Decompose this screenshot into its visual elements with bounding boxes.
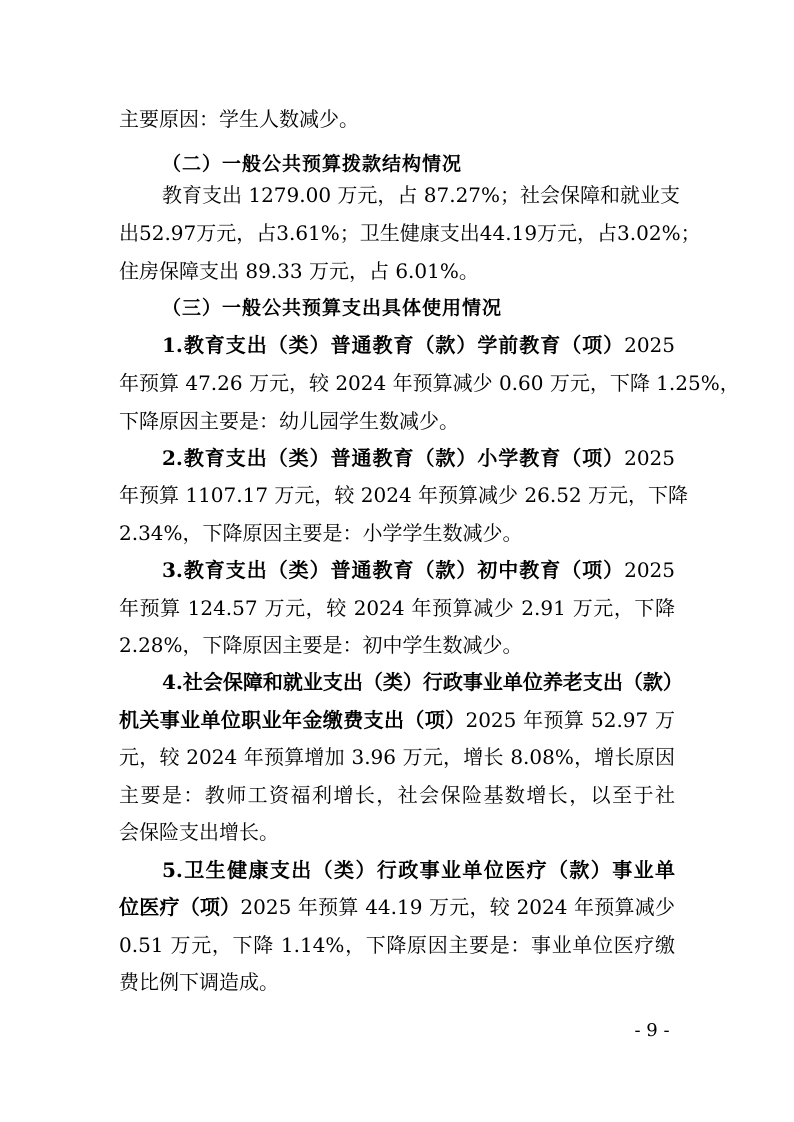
paragraph-line: 0.51 万元，下降 1.14%，下降原因主要是：事业单位医疗缴 bbox=[119, 933, 675, 957]
paragraph-line: 2.34%，下降原因主要是：小学学生数减少。 bbox=[119, 521, 523, 545]
paragraph-line: 会保险支出增长。 bbox=[119, 820, 279, 844]
item-text: 2025 bbox=[624, 446, 675, 470]
item-1-first-line bbox=[162, 333, 675, 357]
item-4-title-line: 4.社会保障和就业支出（类）行政事业单位养老支出（款） bbox=[162, 670, 683, 694]
intro-line: 主要原因：学生人数减少。 bbox=[119, 107, 359, 131]
item-title: 2.教育支出（类）普通教育（款）小学教育（项） bbox=[162, 446, 625, 470]
section-heading-expenditure-usage: （三）一般公共预算支出具体使用情况 bbox=[162, 297, 503, 319]
paragraph-line: 年预算 1107.17 万元，较 2024 年预算减少 26.52 万元，下降 bbox=[119, 483, 689, 507]
item-text: 2025 bbox=[624, 333, 675, 357]
paragraph-line: 年预算 47.26 万元，较 2024 年预算减少 0.60 万元，下降 1.25%， bbox=[119, 371, 740, 395]
item-5-title-line: 5.卫生健康支出（类）行政事业单位医疗（款）事业单 bbox=[162, 858, 675, 882]
item-5-second-line bbox=[119, 895, 675, 919]
item-title: 1.教育支出（类）普通教育（款）学前教育（项） bbox=[162, 333, 625, 357]
paragraph-line: 元，较 2024 年预算增加 3.96 万元，增长 8.08%，增长原因 bbox=[119, 745, 675, 769]
page-number: - 9 - bbox=[634, 1020, 670, 1041]
paragraph-line: 费比例下调造成。 bbox=[119, 970, 279, 994]
paragraph-line: 主要是：教师工资福利增长，社会保险基数增长，以至于社 bbox=[119, 783, 675, 807]
item-text: 2025 年预算 52.97 万 bbox=[465, 708, 675, 732]
paragraph-line: 年预算 124.57 万元，较 2024 年预算减少 2.91 万元，下降 bbox=[119, 596, 675, 620]
item-4-second-line bbox=[119, 708, 675, 732]
paragraph-line: 教育支出 1279.00 万元，占 87.27%；社会保障和就业支 bbox=[162, 183, 681, 207]
paragraph-line: 出52.97万元，占3.61%；卫生健康支出44.19万元，占3.02%； bbox=[119, 221, 701, 245]
item-text: 2025 年预算 44.19 万元，较 2024 年预算减少 bbox=[240, 895, 675, 919]
item-title-continued: 机关事业单位职业年金缴费支出（项） bbox=[119, 708, 466, 732]
paragraph-line: 住房保障支出 89.33 万元，占 6.01%。 bbox=[119, 259, 479, 283]
section-heading-budget-structure: （二）一般公共预算拨款结构情况 bbox=[162, 153, 463, 175]
item-text: 2025 bbox=[624, 558, 675, 582]
item-title-continued: 位医疗（项） bbox=[119, 895, 241, 919]
paragraph-line: 下降原因主要是：幼儿园学生数减少。 bbox=[119, 409, 459, 433]
item-2-first-line bbox=[162, 446, 675, 470]
item-3-first-line bbox=[162, 558, 675, 582]
paragraph-line: 2.28%，下降原因主要是：初中学生数减少。 bbox=[119, 633, 523, 657]
item-title: 3.教育支出（类）普通教育（款）初中教育（项） bbox=[162, 558, 625, 582]
